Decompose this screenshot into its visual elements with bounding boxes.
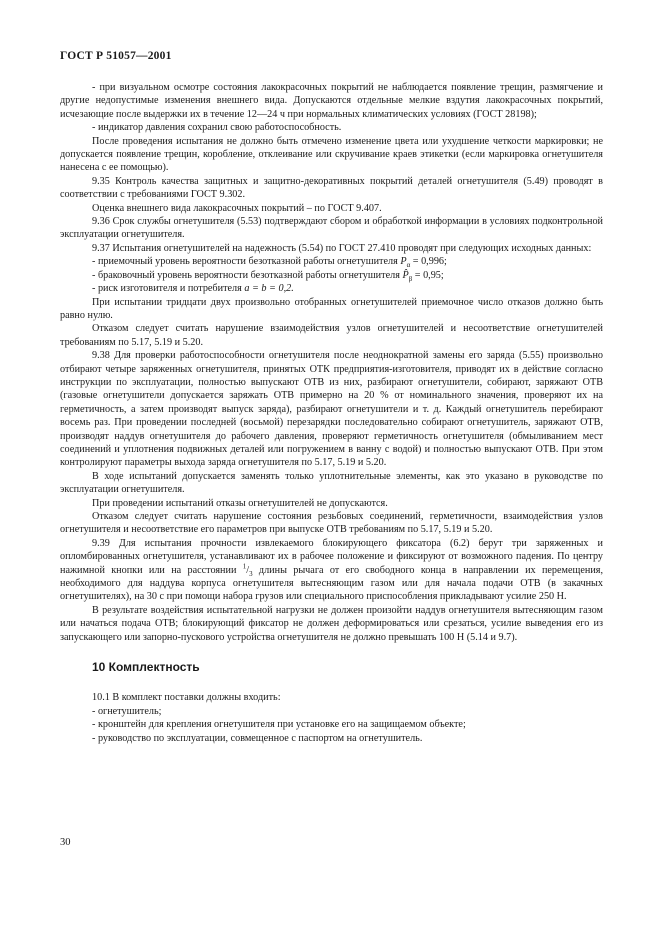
paragraph: В ходе испытаний допускается заменять только уплотнительные элементы, как это указано в руководстве по эксплуатации огнетушителя.: [60, 470, 603, 496]
section-title: 10 Комплектность: [92, 660, 200, 675]
paragraph: В результате воздействия испытательной нагрузки не должен произойти наддув огнетушителя вытесняющим газом или начаться подача ОТВ; блокирующий фиксатор не должен деформироваться или срезаться, усилие выведения его из запускающего или запорно-пускового устройства огнетушителя не должно превышать 100 Н (5.14 и 9.7).: [60, 604, 603, 643]
paragraph-text: 9.39 Для испытания прочности извлекаемого блокирующего фиксатора (6.2) берут три заряженных и опломбированных огнетушителя, устанавливают их в рабочее положение и фиксируют от возможного падения. По центру нажимной кнопки или на расстоянии: [60, 537, 603, 576]
paragraph: - индикатор давления сохранил свою работоспособность.: [92, 122, 342, 134]
formula-text: - риск изготовителя и потребителя: [92, 283, 245, 295]
formula-line-rejection: [60, 269, 603, 282]
paragraph: 9.36 Срок службы огнетушителя (5.53) подтверждают сбором и обработкой информации в условиях подконтрольной эксплуатации огнетушителя.: [60, 216, 603, 241]
formula-subscript: β: [408, 274, 413, 283]
formula-subscript: α: [406, 261, 411, 270]
section-item: - руководство по эксплуатации, совмещенное с паспортом на огнетушитель.: [92, 732, 423, 744]
paragraph: При проведении испытаний отказы огнетушителей не допускаются.: [92, 497, 388, 509]
formula-text: - приемочный уровень вероятности безотказной работы огнетушителя: [92, 256, 401, 268]
paragraph: 9.37 Испытания огнетушителей на надежность (5.54) по ГОСТ 27.410 проводят при следующих исходных данных:: [92, 242, 592, 254]
paragraph: После проведения испытания не должно быть отмечено изменение цвета или ухудшение четкости маркировки; не допускается появление трещин, коробление, отклеивание или скручивание краев этикетки (если маркировка огнетушителя нанесена с ее помощью).: [60, 135, 603, 174]
formula-expression: a = b = 0,2.: [244, 283, 294, 295]
paragraph-text: длины рычага от его свободного конца в направлении их перемещения, необходимого для наддува корпуса огнетушителя вытесняющим газом или для начала подачи ОТВ (в закачных огнетушителях), на 30 с при помощи набора грузов или специального приспособления прикладывают усилие 250 Н.: [60, 564, 604, 603]
formula-line-risk: [60, 282, 603, 295]
formula-symbol: P̂: [402, 269, 409, 281]
formula-symbol: P: [400, 256, 407, 268]
formula-value: = 0,95;: [412, 269, 444, 281]
document-body: [60, 81, 603, 745]
section-item: - огнетушитель;: [92, 705, 162, 717]
paragraph: При испытании тридцати двух произвольно отобранных огнетушителей приемочное число отказов должно быть равно нулю.: [60, 296, 603, 321]
fraction-numerator: 1: [242, 562, 247, 571]
formula-text: - браковочный уровень вероятности безотказной работы огнетушителя: [92, 269, 403, 281]
paragraph: Отказом следует считать нарушение состояния резьбовых соединений, герметичности, взаимодействия узлов огнетушителя и несоответствие его параметров при выпуске ОТВ требованиям по 5.17, 5.19 и 5.20.: [60, 511, 603, 536]
formula-value: = 0,996;: [410, 256, 447, 268]
section-item: 10.1 В комплект поставки должны входить:: [92, 692, 281, 704]
paragraph: Оценка внешнего вида лакокрасочных покрытий – по ГОСТ 9.407.: [92, 202, 382, 214]
fraction-denominator: 3: [249, 569, 253, 578]
paragraph: 9.38 Для проверки работоспособности огнетушителя после неоднократной замены его заряда (5.55) произвольно отбирают четыре заряженных огнетушителя, принятых ОТК предприятия-изготовителя, приводят их в действие согласно инструкции по эксплуатации, полностью выпускают ОТВ из них, разбирают огнетушители, собирают, заряжают ОТВ (газовые огнетушители допускается заряжать ОТВ примерно на 20 % от номинального значения, проверяют их на герметичность, а затем производят выпуск заряда), разбирают огнетушители и т. д. Каждый огнетушитель перебирают восемь раз. При проведении последней (восьмой) перезарядки последовательно собирают огнетушитель, заряжают ОТВ, производят наддув огнетушителя до рабочего давления, проверяют герметичность огнетушителя (обмыливанием мест соединений и уплотнения подвижных деталей или погружением в ванну с водой) и полностью выпускают ОТВ. При этом контролируют параметры выхода заряда огнетушителя по 5.17, 5.19 и 5.20.: [60, 350, 603, 469]
page-number: 30: [60, 837, 71, 848]
formula-line-acceptance: [60, 255, 603, 268]
paragraph: - при визуальном осмотре состояния лакокрасочных покрытий не наблюдается появление трещин, размягчение и другие недопустимые изменения внешнего вида. Допускаются отдельные мелкие вздутия лакокрасочных покрытий, исчезающие после выдержки их в течение 12—24 ч при нормальных климатических условиях (ГОСТ 28198);: [60, 82, 603, 120]
section-item: - кронштейн для крепления огнетушителя при установке его на защищаемом объекте;: [92, 719, 466, 731]
document-header: ГОСТ Р 51057—2001: [60, 50, 172, 62]
paragraph: Отказом следует считать нарушение взаимодействия узлов огнетушителей и несоответствие огнетушителей требованиям по 5.17, 5.19 и 5.20.: [60, 323, 603, 348]
paragraph-9-39: 9.39 Для испытания прочности извлекаемого блокирующего фиксатора (6.2) берут три заряженных и опломбированных огнетушителя, устанавливают их в рабочее положение и фиксируют от возможного падения. По центру нажимной кнопки или на расстоянии $^1/_3$ длины рычага от его свободного конца в направлении их перемещения, необходимого для наддува корпуса огнетушителя вытесняющим газом или для начала подачи ОТВ (в закачных огнетушителях), на 30 с при помощи набора грузов или специального приспособления прикладывают усилие 250 Н.: [60, 537, 604, 603]
paragraph: 9.35 Контроль качества защитных и защитно-декоративных покрытий деталей огнетушителя (5.49) проводят в соответствии с требованиями ГОСТ 9.302.: [60, 175, 603, 201]
